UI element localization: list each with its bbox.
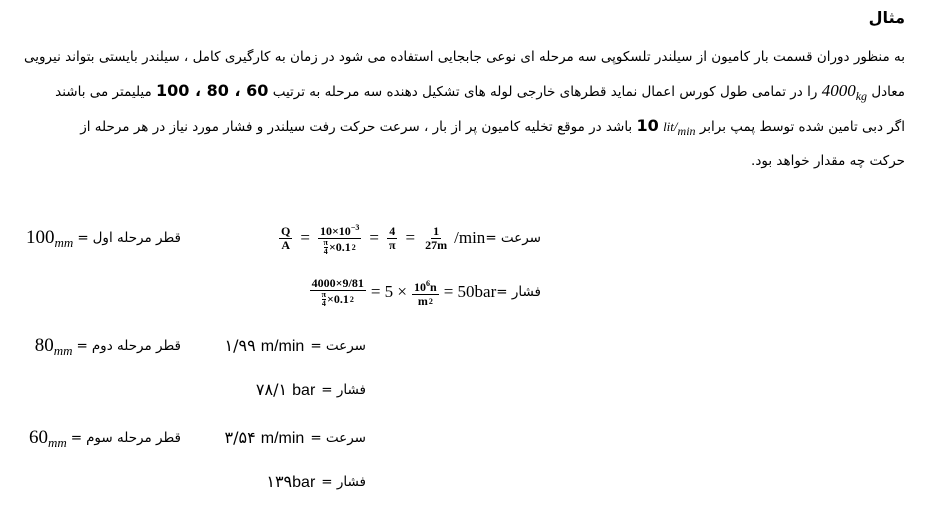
pressure-label: فشار = — [321, 474, 366, 490]
stage-3-speed-value: ۳/۵۴ m/min — [224, 428, 305, 447]
stage-1-speed — [277, 218, 541, 258]
stage-2-speed — [224, 326, 366, 366]
text-equivalent: معادل — [871, 84, 905, 100]
stage-2-diameter-value: $80_{mm}$ — [34, 335, 73, 358]
pressure-label: فشار = — [321, 382, 366, 398]
pressure-formula: 4000×9/81 $\frac{\pi}{4}$ ×0.1 2 = 5 × $10^6n$ m 2 = 50bar — [311, 275, 497, 308]
stage-1-diameter-value: $100_{mm}$ — [26, 227, 74, 250]
stage-3-diameter-value: $60_{mm}$ — [28, 427, 67, 450]
text-question: باشد در موقع تخلیه کامیون پر از بار ، سرعت حرکت رفت سیلندر و فشار مورد نیاز در هر مرحله از — [80, 119, 633, 135]
stage-1-diameter: قطر مرحله اول = $100_{mm}$ — [26, 227, 181, 250]
speed-formula: $\frac{Q}{A}$ = $10\times 10^{-3}$ $\frac{\pi}{4}$ ×0.1 2 = $\frac{4}{\pi}$ = $\frac{1}{27m}$ /min — [281, 222, 486, 256]
stage-2-pressure-value: ۷۸/۱ bar — [255, 380, 316, 399]
flow-value: 10 lit/min — [636, 116, 696, 138]
paragraph-line-1: به منظور دوران قسمت بار کامیون از سیلندر تلسکوپی سه مرحله ای نوعی جابجایی استفاده می شود در زمان به کارگیری کامل ، سیلندر بایستی بتواند نیرویی — [24, 49, 905, 65]
stage-3-speed — [224, 418, 366, 458]
stage-3-diameter: قطر مرحله سوم = $60_{mm}$ — [28, 427, 181, 450]
text-millimeter: میلیمتر می باشند — [55, 84, 152, 100]
speed-label: سرعت = — [310, 430, 366, 446]
stage-2-diameter: قطر مرحله دوم = $80_{mm}$ — [34, 335, 181, 358]
stage-3-label: قطر مرحله سوم — [86, 430, 181, 446]
stage-3-pressure — [266, 462, 366, 502]
text-tube-diameters: را در تمامی طول کورس اعمال نماید قطرهای خارجی لوله های تشکیل دهنده سه مرحله به ترتیب — [272, 84, 818, 100]
mass-value: 4000kg — [821, 81, 868, 103]
stage-1-label: قطر مرحله اول — [92, 230, 181, 246]
stage-2-label: قطر مرحله دوم — [91, 338, 181, 354]
stage-2-speed-value: ۱/۹۹ m/min — [224, 336, 305, 355]
problem-paragraph — [24, 40, 905, 178]
speed-label: سرعت = — [485, 230, 541, 246]
diameter-values: 100 ، 80 ، 60 — [156, 81, 269, 100]
stage-3-pressure-value: ۱۳۹bar — [266, 472, 316, 491]
stage-2-pressure — [256, 370, 366, 410]
stage-1-pressure — [308, 272, 541, 312]
text-pump-flow: اگر دبی تامین شده توسط پمپ برابر — [699, 119, 905, 135]
speed-label: سرعت = — [310, 338, 366, 354]
pressure-label: فشار = — [496, 284, 541, 300]
paragraph-line-4: حرکت چه مقدار خواهد بود. — [751, 153, 905, 169]
example-heading: مثال — [868, 8, 905, 27]
paragraph-line-2 — [35, 74, 905, 109]
paragraph-line-3 — [35, 109, 905, 144]
